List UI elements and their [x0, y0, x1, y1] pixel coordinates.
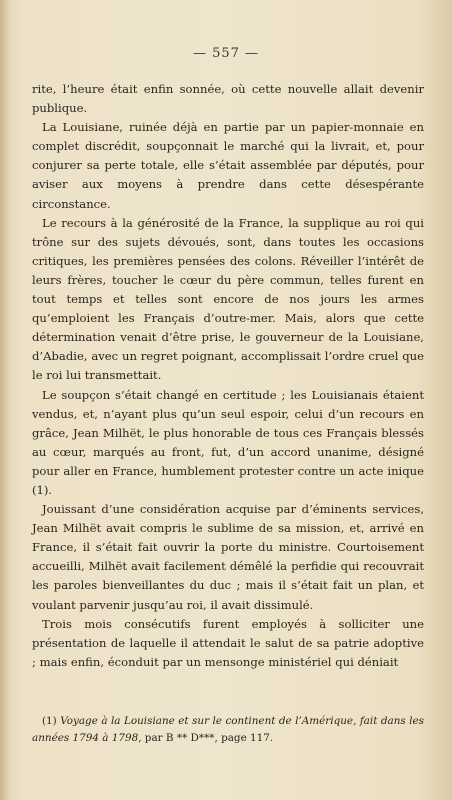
paragraph-2: La Louisiane, ruinée déjà en partie par un papier-monnaie en complet discrédit, soupçonnait le marché qui la livrait, et, pour conjurer sa perte totale, elle s’était assemblée par députés, pour aviser aux moyens à prendre dans cette désespérante circonstance.	[32, 120, 424, 211]
gutter-shadow	[0, 0, 10, 800]
footnote-title: Voyage à la Louisiane et sur le continent de l’Amérique, fait dans les années	[32, 715, 424, 744]
footnote-mark: (1)	[42, 715, 61, 727]
page-number: — 557 —	[192, 46, 260, 61]
paragraph-6: Trois mois consécutifs furent employés à solliciter une présentation de laquelle il attendait le salut de sa patrie adoptive ; mais enfin, éconduit par un mensonge ministériel qui déniait	[32, 616, 424, 669]
paragraph-1: rite, l’heure était enfin sonnée, où cette nouvelle allait devenir publique.	[32, 82, 424, 116]
paragraph-3: Le recours à la générosité de la France, la supplique au roi qui trône sur des sujets dévoués, sont, dans toutes les occasions critiques, les premières pensées des colons. Réveiller l’intérêt de leurs frères, toucher le cœur du père commun, telles furent en tout temps et telles sont encore de nos jours les armes qu’emploient les Français d’outre-mer. Mais, alors que cette détermination venait d’être prise, le gouverneur de la Louisiane, d’Abadie, avec un regret poignant, accomplissait l’ordre cruel que le roi lui transmettait.	[32, 215, 424, 383]
body-text	[32, 80, 424, 672]
paragraph-5: Jouissant d’une considération acquise par d’éminents services, Jean Milhët avait compris le sublime de sa mission, et, arrivé en France, il s’était fait ouvrir la porte du ministre. Courtoisement accueilli, Milhët avait facilement démêlé la perfidie qui recouvrait les paroles bienveillantes du duc ; mais il s’était fait un plan, et voulant parvenir jusqu’au roi, il avait dissimulé.	[32, 502, 424, 612]
paragraph-4: Le soupçon s’était changé en certitude ; les Louisianais étaient vendus, et, n’ayant plus qu’un seul espoir, celui d’un recours en grâce, Jean Milhët, le plus honorable de tous ces Français blessés au cœur, marqués au front, fut, d’un accord unanime, désigné pour aller en France, humblement protester contre un acte inique (1).	[32, 387, 424, 497]
footnote-years: 1794 à 1798	[72, 732, 139, 744]
footnote-tail: , par B ** D***, page 117.	[138, 732, 274, 744]
footnote	[32, 713, 424, 747]
